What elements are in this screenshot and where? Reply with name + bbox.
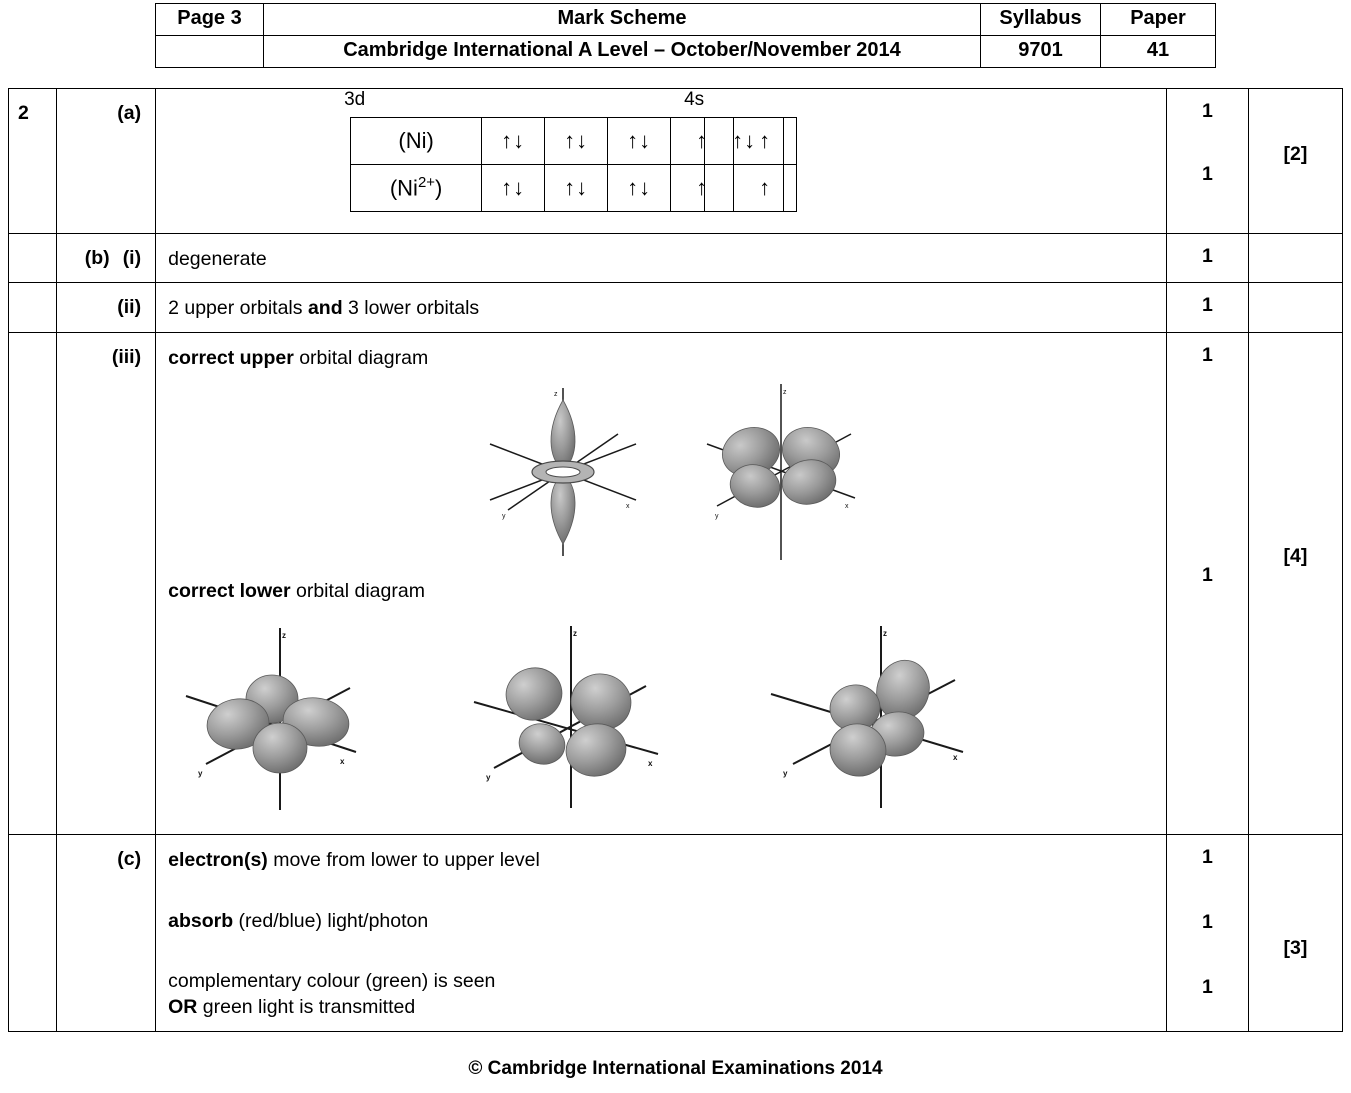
answer-rest: green light is transmitted [197, 996, 416, 1019]
mark-value: 1 [1201, 564, 1213, 587]
header-row-bottom [156, 36, 1216, 68]
answer-bold: absorb [168, 909, 234, 932]
lower-orbital-caption [168, 578, 1166, 604]
axis-label-x: x [626, 502, 630, 510]
header-subtitle: Cambridge International A Level – October/November 2014 [264, 36, 981, 68]
shell-label-3d: 3d [344, 89, 366, 110]
answer-bold: electron(s) [168, 849, 268, 872]
answer-block-c [156, 835, 1166, 1030]
axis-label-x: x [648, 759, 653, 769]
answer-rest: complementary colour (green) is seen [168, 969, 496, 992]
mark-value: 1 [1201, 846, 1213, 869]
lower-orbital-figures [168, 614, 1166, 824]
part-label-a: (a) [117, 102, 142, 124]
spin-arrows: ↑↓ [627, 128, 652, 153]
page-header [155, 3, 1195, 68]
answer-text-bi: degenerate [168, 248, 267, 270]
answer-rest: (red/blue) light/photon [233, 909, 429, 932]
answer-line-c3 [168, 968, 1166, 994]
total-value: [2] [1283, 143, 1308, 165]
orbital-box [608, 165, 671, 212]
header-page-blank [156, 36, 264, 68]
answer-bold: OR [168, 996, 198, 1019]
mark-value: 1 [1201, 910, 1213, 933]
total-column-2bii [1249, 283, 1342, 296]
part-label-b: (b) [84, 247, 110, 269]
orbital-figure-dxz [468, 622, 698, 818]
upper-orbital-caption [168, 345, 1166, 371]
mark-value: 1 [1201, 162, 1213, 185]
mark-column-2biii [1167, 333, 1248, 586]
total-column-2biii [1249, 333, 1342, 567]
table-row-2bii [9, 283, 1343, 332]
species-text: (Ni [389, 175, 418, 201]
orbital-box [608, 118, 671, 165]
axis-label-y: y [198, 769, 203, 779]
dxy-orbital-svg [168, 624, 438, 814]
spin-arrows: ↑↓ [501, 128, 526, 153]
dz2-orbital-svg [468, 382, 658, 562]
answer-rest: move from lower to upper level [267, 849, 540, 872]
table-row-2bi [9, 234, 1343, 283]
mark-value: 1 [1201, 294, 1213, 317]
page-footer: © Cambridge International Examinations 2014 [468, 1058, 883, 1079]
header-row-top [156, 4, 1216, 36]
orbital-figure-dxy [168, 624, 438, 820]
species-label-ni: (Ni) [351, 118, 482, 165]
orbital-box-4s-empty [705, 165, 784, 212]
orbital-box [545, 165, 608, 212]
electron-configuration-diagram [156, 89, 1166, 233]
question-number: 2 [18, 102, 29, 124]
orbital-row-4s-ni2plus [705, 165, 784, 212]
axis-label-y: y [715, 512, 719, 520]
mark-column-2a [1167, 89, 1248, 184]
table-row-2biii [9, 332, 1343, 835]
header-paper-label: Paper [1101, 4, 1216, 36]
caption-rest: orbital diagram [290, 579, 425, 602]
total-column-2bi [1249, 234, 1342, 247]
species-label-ni2plus [351, 165, 482, 212]
axis-label-z: z [282, 631, 287, 641]
axis-label-z: z [883, 629, 888, 639]
mark-scheme-table [8, 88, 1343, 1032]
orbital-figure-dz2 [468, 382, 658, 568]
axis-label-z: z [554, 390, 558, 398]
spin-arrows: ↑ [696, 128, 709, 153]
axis-label-x: x [845, 502, 849, 510]
orbital-row-4s-ni [705, 118, 784, 165]
spin-arrows: ↑↓ [732, 128, 757, 153]
axis-label-z: z [573, 629, 578, 639]
orbital-box-table-4s [704, 117, 784, 212]
mark-value: 1 [1201, 976, 1213, 999]
answer-text-post: 3 lower orbitals [342, 297, 480, 320]
header-table [155, 3, 1216, 68]
table-row-2a [9, 89, 1343, 234]
spin-arrows: ↑↓ [564, 128, 589, 153]
total-value: [3] [1283, 937, 1308, 960]
header-syllabus-label: Syllabus [981, 4, 1101, 36]
mark-scheme-table-wrapper [8, 88, 1343, 1032]
total-column-2c [1249, 835, 1342, 959]
mark-column-2bi [1167, 234, 1248, 267]
total-value: [4] [1283, 544, 1308, 567]
axis-label-y: y [486, 773, 491, 783]
caption-rest: orbital diagram [293, 346, 429, 369]
spin-arrows: ↑ [696, 175, 709, 200]
caption-bold: correct upper [168, 346, 294, 369]
axis-label-x: x [340, 757, 345, 767]
orbital-figure-dx2y2 [693, 382, 868, 568]
header-title: Mark Scheme [264, 4, 981, 36]
answer-block-biii [156, 333, 1166, 835]
axis-label-z: z [783, 388, 787, 396]
part-label-c: (c) [117, 848, 142, 871]
answer-line-c4 [168, 994, 1166, 1020]
orbital-box-4s [705, 118, 784, 165]
total-column-2a [1249, 89, 1342, 165]
axis-label-y: y [502, 512, 506, 520]
answer-text-bii [156, 283, 1166, 331]
spin-arrows: ↑↓ [627, 175, 652, 200]
dxz-orbital-svg [468, 622, 698, 812]
species-charge: 2+ [417, 174, 436, 192]
spin-arrows: ↑ [759, 175, 772, 200]
header-paper-code: 41 [1101, 36, 1216, 68]
spin-arrows: ↑ [759, 128, 772, 153]
part-label-iii: (iii) [111, 345, 142, 368]
caption-bold: correct lower [168, 579, 291, 602]
answer-line-c1 [168, 847, 1166, 873]
table-row-2c [9, 835, 1343, 1031]
answer-text-bold: and [307, 297, 343, 320]
dx2y2-orbital-svg [693, 382, 868, 562]
orbital-box [482, 165, 545, 212]
header-syllabus-code: 9701 [981, 36, 1101, 68]
shell-label-4s: 4s [684, 89, 705, 110]
mark-value: 1 [1201, 100, 1213, 122]
species-tail: ) [435, 175, 443, 201]
orbital-box [482, 118, 545, 165]
part-label-ii: (ii) [117, 296, 142, 319]
orbital-box [545, 118, 608, 165]
spin-arrows: ↑↓ [564, 175, 589, 200]
dyz-orbital-svg [763, 622, 998, 812]
part-label-b-i [57, 234, 155, 270]
axis-label-y: y [783, 769, 788, 779]
answer-text-pre: 2 upper orbitals [168, 297, 308, 320]
orbital-figure-dyz [763, 622, 998, 818]
upper-orbital-figures [168, 377, 1166, 572]
axis-label-x: x [953, 753, 958, 763]
mark-value: 1 [1201, 343, 1213, 366]
mark-column-2bii [1167, 283, 1248, 316]
mark-value: 1 [1201, 245, 1213, 267]
header-page-label: Page 3 [156, 4, 264, 36]
mark-column-2c [1167, 835, 1248, 998]
spin-arrows: ↑↓ [501, 175, 526, 200]
answer-line-c2 [168, 908, 1166, 934]
part-label-i: (i) [122, 247, 142, 269]
